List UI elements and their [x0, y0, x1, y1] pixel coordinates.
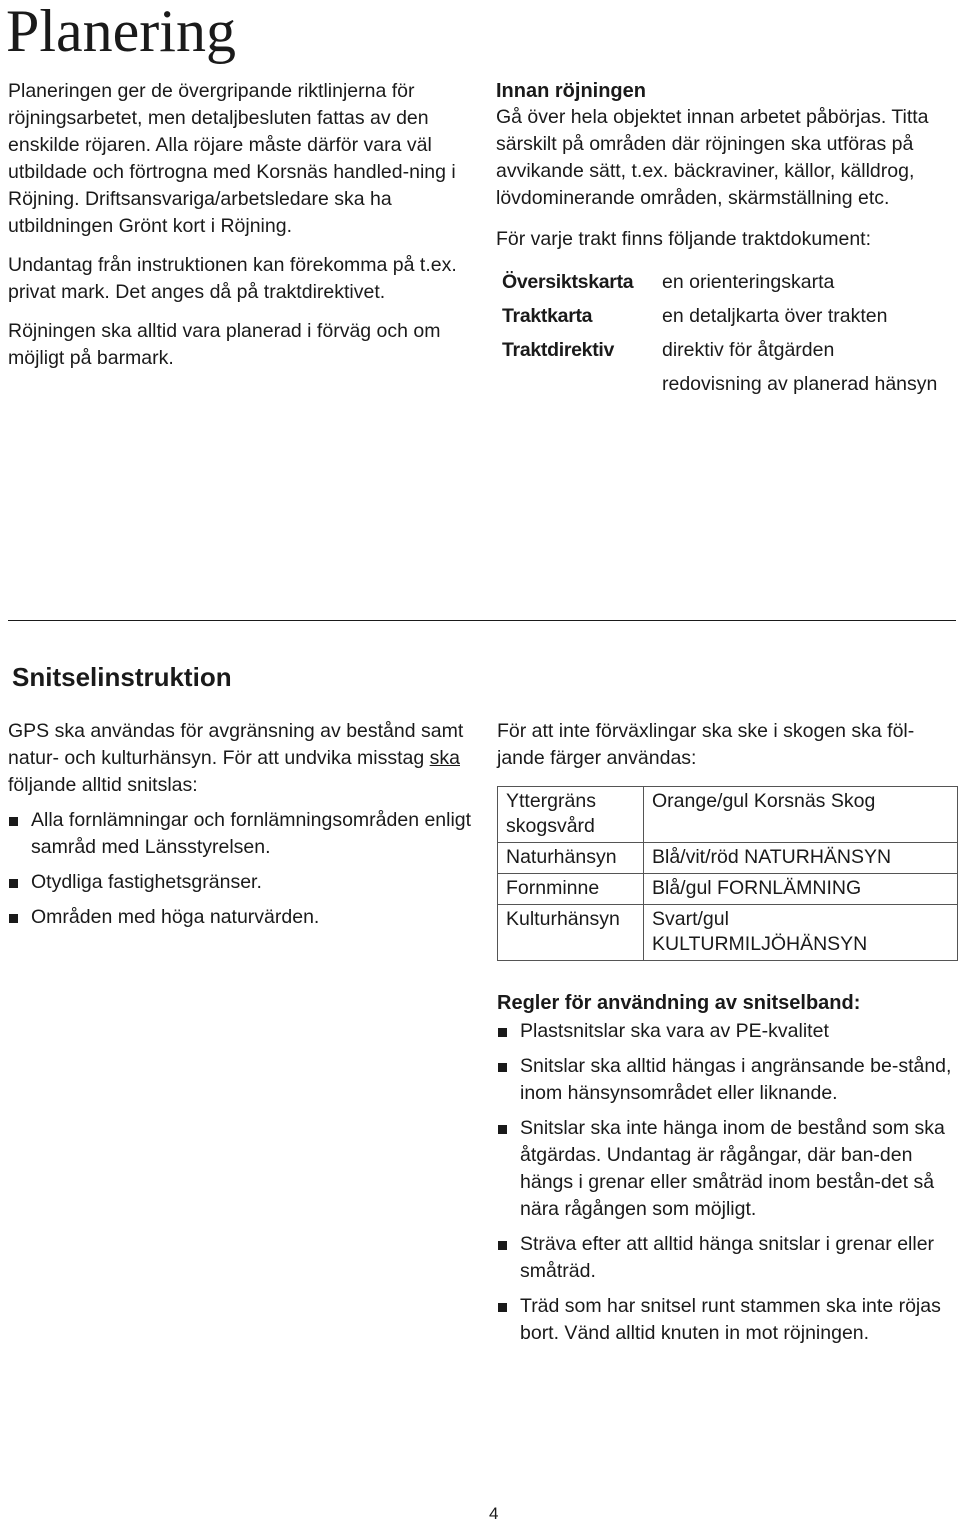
list-item	[8, 869, 478, 896]
color-area: Naturhänsyn	[498, 843, 644, 874]
document-term: Översiktskarta	[502, 271, 634, 293]
document-row	[502, 269, 937, 303]
document-desc: redovisning av planerad hänsyn	[662, 373, 938, 395]
square-bullet-icon	[9, 879, 18, 888]
page-title: Planering	[6, 0, 236, 64]
list-item-text: Sträva efter att alltid hänga snitslar i grenar eller småträd.	[520, 1233, 935, 1282]
intro-paragraph-2: Undantag från instruktionen kan förekomma på t.ex. privat mark. Det anges då på traktdirektivet.	[8, 254, 457, 303]
color-value: Svart/gul KULTURMILJÖHÄNSYN	[644, 905, 958, 961]
document-term	[502, 371, 662, 405]
square-bullet-icon	[498, 1028, 507, 1037]
intro-paragraph-3: Röjningen ska alltid vara planerad i förväg och om möjligt på barmark.	[8, 320, 441, 369]
gps-section	[8, 718, 478, 939]
square-bullet-icon	[9, 817, 18, 826]
rules-list	[497, 1018, 959, 1347]
list-item-text: Snitslar ska alltid hängas i angränsande be-stånd, inom hänsynsområdet eller liknande.	[520, 1055, 952, 1104]
color-value: Blå/vit/röd NATURHÄNSYN	[644, 843, 958, 874]
document-desc: en orienteringskarta	[662, 271, 835, 293]
rules-section	[497, 990, 959, 1355]
document-term: Traktkarta	[502, 305, 593, 327]
list-item-text: Otydliga fastighetsgränser.	[31, 871, 262, 893]
color-area: Kulturhänsyn	[498, 905, 644, 961]
square-bullet-icon	[498, 1241, 507, 1250]
list-item	[497, 1231, 959, 1285]
page-number: 4	[489, 1504, 499, 1523]
colors-section	[497, 718, 958, 961]
gps-text	[8, 718, 478, 799]
before-clearing-text: Gå över hela objektet innan arbetet påbörjas. Titta särskilt på områden där röjningen ska utföras på avvikande sätt, t.ex. bäckraviner, källor, källdrog, lövdominerande områden, skärmställning etc.	[496, 106, 929, 209]
gps-text-underlined: ska	[429, 747, 460, 769]
color-area: Yttergräns skogsvård	[498, 787, 644, 843]
list-item-text: Snitslar ska inte hänga inom de bestånd som ska åtgärdas. Undantag är rågångar, där ban-den hängs i grenar eller småträd inom bestån-det så nära rågången som möjligt.	[520, 1117, 945, 1220]
document-term: Traktdirektiv	[502, 339, 615, 361]
list-item	[497, 1053, 959, 1107]
planning-intro	[8, 78, 478, 384]
before-clearing-section	[496, 78, 956, 405]
table-row	[498, 874, 958, 905]
list-item-text: Alla fornlämningar och fornlämningsområden enligt samråd med Länsstyrelsen.	[31, 809, 472, 858]
document-row	[502, 303, 937, 337]
documents-table	[502, 269, 937, 405]
documents-lead: För varje trakt finns följande traktdokument:	[496, 228, 872, 250]
must-mark-list	[8, 807, 478, 931]
gps-text-part-b: följande alltid snitslas:	[8, 774, 198, 796]
document-desc: en detaljkarta över trakten	[662, 305, 888, 327]
list-item-text: Träd som har snitsel runt stammen ska inte röjas bort. Vänd alltid knuten in mot röjningen.	[520, 1295, 941, 1344]
table-row	[498, 787, 958, 843]
square-bullet-icon	[9, 914, 18, 923]
square-bullet-icon	[498, 1303, 507, 1312]
colors-lead: För att inte förväxlingar ska ske i skogen ska föl-jande färger användas:	[497, 720, 915, 769]
list-item	[8, 904, 478, 931]
section-divider	[8, 620, 956, 621]
square-bullet-icon	[498, 1063, 507, 1072]
list-item	[497, 1018, 959, 1045]
list-item	[497, 1115, 959, 1223]
rules-heading: Regler för användning av snitselband:	[497, 992, 861, 1014]
document-desc: direktiv för åtgärden	[662, 339, 835, 361]
table-row	[498, 905, 958, 961]
before-clearing-heading: Innan röjningen	[496, 80, 646, 102]
gps-text-part-a: GPS ska användas för avgränsning av bestånd samt natur- och kulturhänsyn. För att undvika misstag	[8, 720, 464, 769]
table-row	[498, 843, 958, 874]
square-bullet-icon	[498, 1125, 507, 1134]
document-row	[502, 337, 937, 371]
document-row	[502, 371, 937, 405]
list-item-text: Plastsnitslar ska vara av PE-kvalitet	[520, 1020, 829, 1042]
snitsel-heading: Snitselinstruktion	[12, 662, 232, 692]
list-item	[8, 807, 478, 861]
list-item	[497, 1293, 959, 1347]
color-area: Fornminne	[498, 874, 644, 905]
intro-paragraph-1: Planeringen ger de övergripande riktlinjerna för röjningsarbetet, men detaljbesluten fattas av den enskilde röjaren. Alla röjare måste därför vara väl utbildade och förtrogna med Korsnäs handled-ning i Röjning. Driftsansvariga/arbetsledare ska ha utbildningen Grönt kort i Röjning.	[8, 80, 456, 237]
color-table	[497, 786, 958, 961]
color-value: Orange/gul Korsnäs Skog	[644, 787, 958, 843]
list-item-text: Områden med höga naturvärden.	[31, 906, 320, 928]
color-value: Blå/gul FORNLÄMNING	[644, 874, 958, 905]
